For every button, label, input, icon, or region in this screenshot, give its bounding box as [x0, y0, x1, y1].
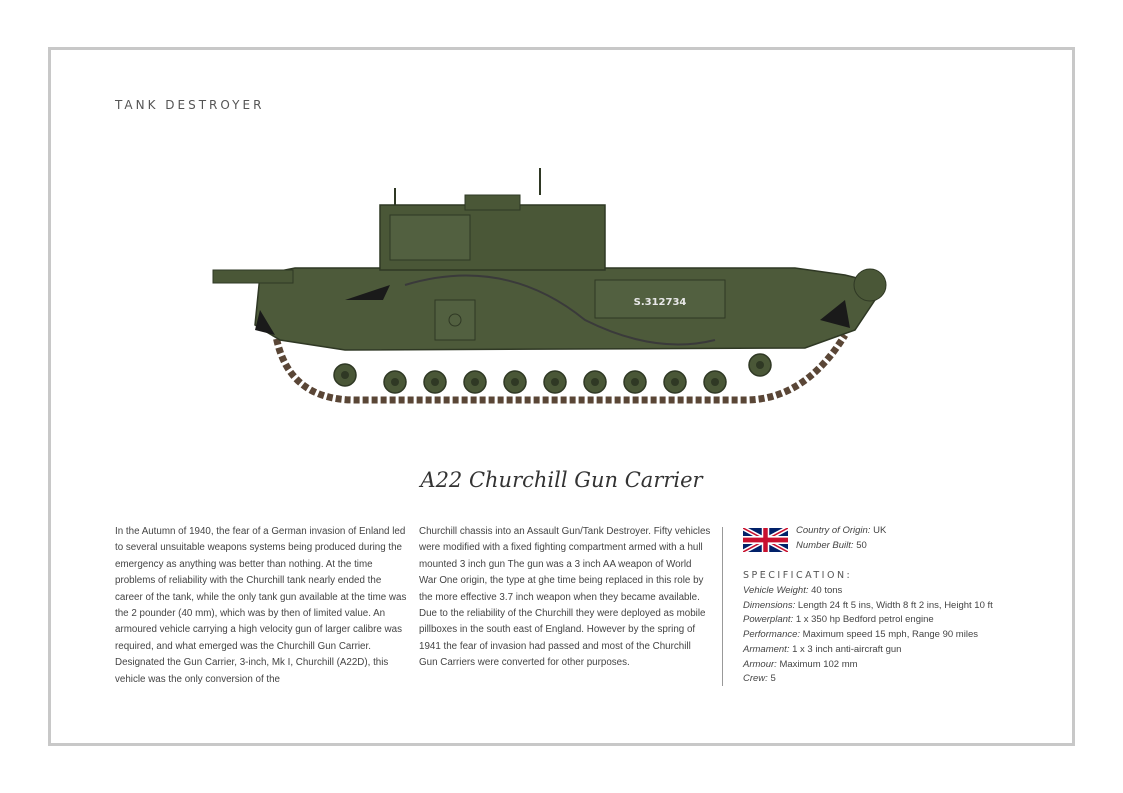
number-built: Number Built: 50 [796, 540, 867, 551]
specification-heading: SPECIFICATION: [743, 570, 853, 581]
vehicle-title: A22 Churchill Gun Carrier [420, 468, 703, 492]
spec-armament: Armament: 1 x 3 inch anti-aircraft gun [743, 643, 902, 655]
country-of-origin: Country of Origin: UK [796, 525, 887, 536]
vehicle-category: TANK DESTROYER [115, 98, 265, 112]
description-column-1: In the Autumn of 1940, the fear of a German invasion of Enland led to several unsuitable weapons systems being produced during the emergency as anything was better than nothing. At the time problems of reliability with the Churchill tank nearly ended the career of the tank, while the only tank gun available at the time was the 2 pounder (40 mm), which was by then of limited value. An armoured vehicle carrying a high velocity gun of larger calibre was required, and what emerged was the Churchill Gun Carrier. Designated the Gun Carrier, 3-inch, Mk I, Churchill (A22D), this vehicle was the only conversion of the [115, 526, 407, 685]
column-divider [722, 527, 723, 686]
spec-powerplant: Powerplant: 1 x 350 hp Bedford petrol engine [743, 614, 934, 626]
tank-illustration [205, 160, 895, 410]
spec-vehicle-weight: Vehicle Weight: 40 tons [743, 585, 843, 596]
spec-performance: Performance: Maximum speed 15 mph, Range 90 miles [743, 629, 978, 641]
spec-crew: Crew: 5 [743, 673, 776, 685]
tank-serial-number: S.312734 [633, 297, 687, 308]
spec-dimensions: Dimensions: Length 24 ft 5 ins, Width 8 ft 2 ins, Height 10 ft [743, 599, 993, 611]
union-jack-flag-icon [743, 528, 788, 552]
spec-armour: Armour: Maximum 102 mm [743, 658, 858, 670]
description-column-2: Churchill chassis into an Assault Gun/Tank Destroyer. Fifty vehicles were modified with a fixed fighting compartment armed with a hull mounted 3 inch gun The gun was a 3 inch AA weapon of World War One origin, the type at ghe time being replaced in this role by the more effective 3.7 inch weapon when they became available. Due to the reliability of the Churchill they were deployed as mobile pillboxes in the south east of England. However by the spring of 1941 the fear of invasion had passed and most of the Churchill Gun Carriers were converted for other purposes. [419, 526, 711, 669]
specification-list [743, 584, 993, 687]
